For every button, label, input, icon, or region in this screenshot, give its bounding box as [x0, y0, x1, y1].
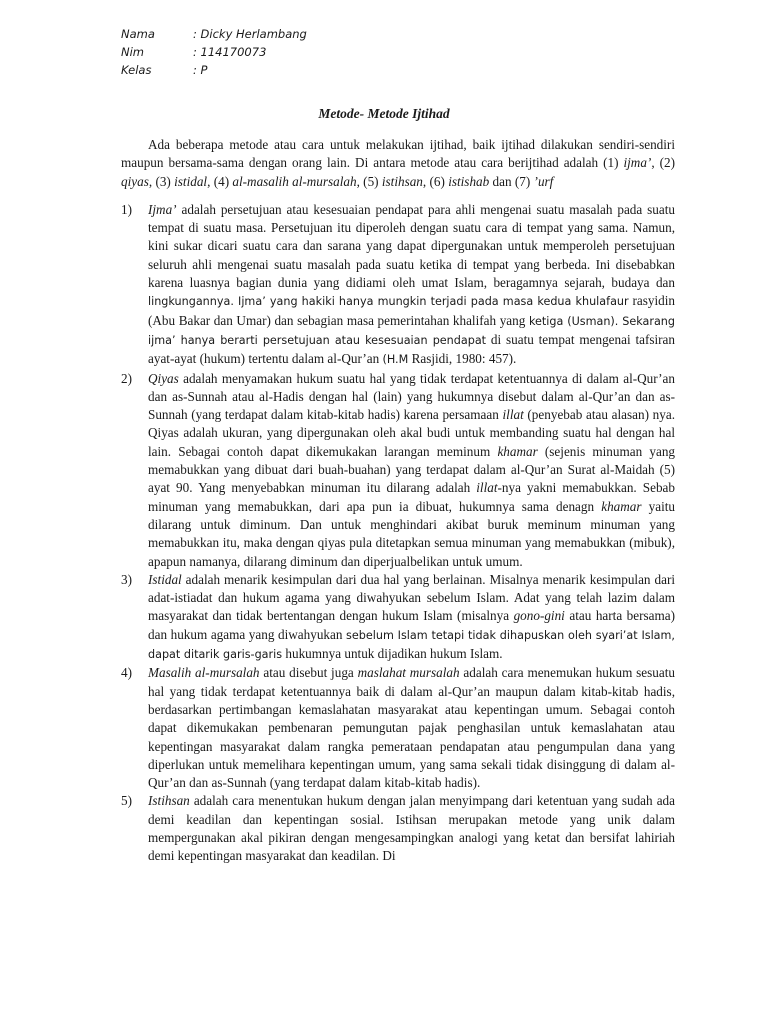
- list-item-masalih: [121, 664, 675, 792]
- term-ijma: ijma’: [623, 155, 652, 171]
- item-text: (sejenis minuman yang memabukkan yang dibuat dari buah-buahan) yang terdapat dalam al-Qur’an Surat al-Maidah (5) ayat 90. Yang menyebabkan minuman itu dilarang adalah: [148, 443, 676, 496]
- intro-text: , (2): [651, 155, 675, 171]
- list-number: 1): [121, 201, 132, 217]
- list-item-text: [148, 664, 675, 792]
- list-item-istihsan: [121, 792, 675, 865]
- item-text: sebelum Islam tetapi tidak dihapuskan oleh syari’at Islam, dapat ditarik garis-garis: [148, 628, 675, 662]
- intro-text: , (5): [356, 173, 382, 189]
- term-masalih: al-masalih al-mursalah: [232, 173, 357, 189]
- item-text: lingkungannya. Ijma’ yang hakiki hanya mungkin terjadi pada masa kedua khulafaur: [148, 295, 629, 309]
- document-body: [121, 136, 675, 866]
- list-item-text: [148, 370, 675, 571]
- item-text: atau harta bersama) dan hukum agama yang diwahyukan: [148, 608, 675, 642]
- list-number: 3): [121, 571, 132, 587]
- item-text: (penyebab atau alasan) nya. Qiyas adalah ukuran, yang dipergunakan oleh akal budi untuk membanding suatu hal dengan hal lain. Sebagai contoh dapat dikemukakan larangan meminum: [148, 407, 675, 459]
- list-item-text: [148, 201, 675, 370]
- term-istidal: istidal: [174, 173, 208, 189]
- info-row-nim: [121, 43, 307, 61]
- method-list: [121, 201, 675, 866]
- term-khamar: khamar: [497, 443, 538, 459]
- list-item-text: [148, 792, 675, 865]
- list-item-istidal: [121, 571, 675, 664]
- list-item-text: [148, 571, 675, 664]
- item-text: adalah menyamakan hukum suatu hal yang tidak terdapat ketentuannya di dalam al-Qur’an dan as-Sunnah atau al-Hadis dengan hal (lain) yang hukumnya disebut dalam al-Qur’an dan as-Sunnah (yang terdapat dalam kitab-kitab hadis) karena persamaan: [148, 370, 675, 423]
- list-item-ijma: [121, 201, 675, 370]
- student-info: [121, 25, 307, 79]
- info-label: Kelas: [121, 63, 152, 77]
- info-value: : P: [193, 63, 208, 77]
- item-text: (H.M: [382, 353, 409, 367]
- intro-text: , (4): [207, 173, 233, 189]
- item-text: rasyidin (Abu Bakar dan Umar) dan sebagian masa pemerintahan khalifah yang: [148, 293, 675, 328]
- info-value: : Dicky Herlambang: [193, 27, 307, 41]
- term-maslahat: maslahat mursalah: [357, 665, 460, 681]
- list-number: 5): [121, 793, 132, 809]
- term-qiyas: Qiyas: [148, 370, 179, 386]
- term-istihsan: istihsan: [381, 173, 423, 189]
- info-label: Nim: [121, 45, 144, 59]
- term-masalih: Masalih al-mursalah: [148, 665, 260, 681]
- term-istihsan: Istihsan: [148, 793, 190, 809]
- item-text: adalah persetujuan atau kesesuaian pendapat para ahli mengenai suatu masalah pada suatu tempat di suatu masa. Persetujuan itu diperoleh dengan suatu cara di tempat yang sama. Namun, kini sukar dicari suatu cara dan sarana yang dapat dipergunakan untuk memperoleh persetujuan seluruh ahli mengenai suatu masalah pada suatu ketika di tempat yang berbeda. Ini disebabkan karena luasnya bagian dunia yang didiami oleh umat Islam, beragamnya sejarah, budaya dan: [148, 201, 675, 291]
- term-ijma: Ijma’: [148, 201, 177, 217]
- term-istishab: istishab: [448, 173, 490, 189]
- term-gono-gini: gono-gini: [513, 608, 565, 624]
- intro-paragraph: [121, 136, 675, 191]
- intro-text: , (3): [148, 173, 175, 189]
- term-illat: illat: [502, 407, 524, 423]
- info-label: Nama: [121, 27, 155, 41]
- term-urf: ’urf: [533, 173, 554, 189]
- item-text: Rasjidi, 1980: 457).: [408, 351, 517, 367]
- item-text: atau disebut juga: [259, 665, 358, 681]
- info-row-kelas: [121, 61, 307, 79]
- intro-text: Ada beberapa metode atau cara untuk melakukan ijtihad, baik ijtihad dilakukan sendiri-sendiri maupun bersama-sama dengan orang lain. Di antara metode atau cara berijtihad adalah (1): [121, 137, 675, 171]
- intro-text: dan (7): [489, 173, 534, 189]
- term-qiyas: qiyas: [121, 173, 149, 189]
- list-number: 2): [121, 370, 132, 386]
- info-value: : 114170073: [193, 45, 267, 59]
- item-text: -nya yakni memabukkan. Sebab minuman yang memabukkan, dari apa pun ia dibuat, hukumnya sama denagn: [148, 480, 675, 514]
- list-item-qiyas: [121, 370, 675, 571]
- document-title: Metode- Metode Ijtihad: [318, 106, 450, 121]
- item-text: ketiga (Usman). Sekarang ijma’ hanya berarti persetujuan atau kesesuaian pendapat: [148, 314, 675, 347]
- item-text: yaitu dilarang untuk diminum. Dan untuk menghindari akibat buruk meminum minuman yang memabukkan itu, maka dengan qiyas pula ditetapkan semua minuman yang memabukkan (mibuk), apapun namanya, dilarang diminum dan diperjualbelikan untuk umum.: [148, 498, 675, 569]
- item-text: di suatu tempat mengenai tafsiran ayat-ayat (hukum) tertentu dalam al-Qur’an: [148, 331, 675, 367]
- term-khamar: khamar: [601, 498, 642, 514]
- term-istidal: Istidal: [148, 571, 182, 587]
- item-text: adalah cara menemukan hukum sesuatu hal yang tidak terdapat ketentuannya baik di dalam al-Qur’an maupun dalam kitab-kitab hadis, berdasarkan pertimbangan kemaslahatan masyarakat atau kepentingan umum. Sebagai contoh dapat dikemukakan pembenaran pemungutan pajak penghasilan untuk kemaslahatan atau kepentingan masyarakat dalam rangka pemerataan pendapatan atau pengumpulan dana yang diperlukan untuk memelihara kepentingan umum, yang sama sekali tidak disinggung di dalam al-Qur’an dan as-Sunnah (yang terdapat dalam kitab-kitab hadis).: [148, 665, 675, 791]
- info-row-nama: [121, 25, 307, 43]
- item-text: adalah menarik kesimpulan dari dua hal yang berlainan. Misalnya menarik kesimpulan dari adat-istiadat dan hukum agama yang diwahyukan sebelum Islam. Adat yang telah lazim dalam masyarakat dan tidak bertentangan dengan hukum Islam (misalnya: [148, 571, 675, 624]
- term-illat: illat: [476, 480, 498, 496]
- list-number: 4): [121, 665, 132, 681]
- item-text: adalah cara menentukan hukum dengan jalan menyimpang dari ketentuan yang sudah ada demi keadilan dan kepentingan sosial. Istihsan merupakan metode yang unik dalam mempergunakan akal pikiran dengan mengesampingkan analogi yang ketat dan bersifat lahiriah demi kepentingan masyarakat dan keadilan. Di: [148, 793, 675, 864]
- item-text: hukumnya untuk dijadikan hukum Islam.: [282, 646, 503, 662]
- intro-text: , (6): [422, 173, 449, 189]
